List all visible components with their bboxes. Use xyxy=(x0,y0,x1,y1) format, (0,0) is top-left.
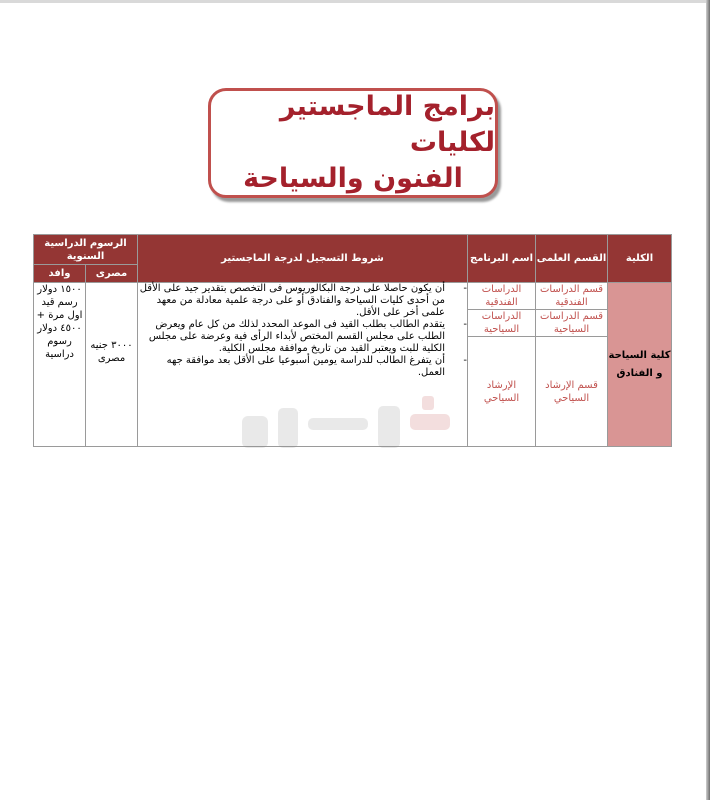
title-line-1: برامج الماجستير لكليات xyxy=(279,91,495,158)
header-fee-egyptian: مصرى xyxy=(86,265,138,283)
page-side-shadow xyxy=(706,0,710,800)
title-line-2: الفنون والسياحة xyxy=(243,163,463,194)
header-program: اسم البرنامج xyxy=(468,235,536,283)
department-cell: قسم الدراسات الفندقية xyxy=(536,283,608,310)
college-cell: كلية السياحة و الفنادق xyxy=(608,283,672,447)
condition-item: - أن يكون حاصلا على درجة البكالوريوس فى التخصص بتقدير جيد على الأقل من أحدى كليات السياحة والفنادق أو على درجة علمية معادلة من معهد علمى أخر على الأقل. xyxy=(139,283,468,318)
header-college: الكلية xyxy=(608,235,672,283)
header-fee-foreign: وافد xyxy=(34,265,86,283)
department-cell: قسم الدراسات السياحية xyxy=(536,310,608,337)
page-top-edge xyxy=(0,0,710,3)
program-cell: الدراسات السياحية xyxy=(468,310,536,337)
program-cell: الإرشاد السياحي xyxy=(468,337,536,447)
condition-item: - يتقدم الطالب بطلب القيد فى الموعد المحدد لذلك من كل عام ويعرض الطلب على مجلس القسم المختص لأبداء الرأى فية وعرضة على مجلس الكلية للبت ويعتبر القيد من تاريخ موافقة مجلس الكلية. xyxy=(148,319,468,354)
fee-foreign-cell: ١٥٠٠ دولار رسم قيد اول مرة + ٤٥٠٠ دولار رسوم دراسية xyxy=(34,283,86,447)
header-department: القسم العلمى xyxy=(536,235,608,283)
program-cell: الدراسات الفندقية xyxy=(468,283,536,310)
header-conditions: شروط التسجيل لدرجة الماجستير xyxy=(138,235,468,283)
header-fees: الرسوم الدراسية السنوية xyxy=(34,235,138,265)
title-box xyxy=(208,88,498,198)
department-cell: قسم الإرشاد السياحي xyxy=(536,337,608,447)
fee-egyptian-cell: ٣٠٠٠ جنيه مصرى xyxy=(86,283,138,447)
condition-item: - أن يتفرغ الطالب للدراسة يومين أسبوعيا على الأقل بعد موافقة جهه العمل. xyxy=(166,355,468,378)
conditions-cell xyxy=(138,283,468,447)
programs-table xyxy=(33,234,672,447)
